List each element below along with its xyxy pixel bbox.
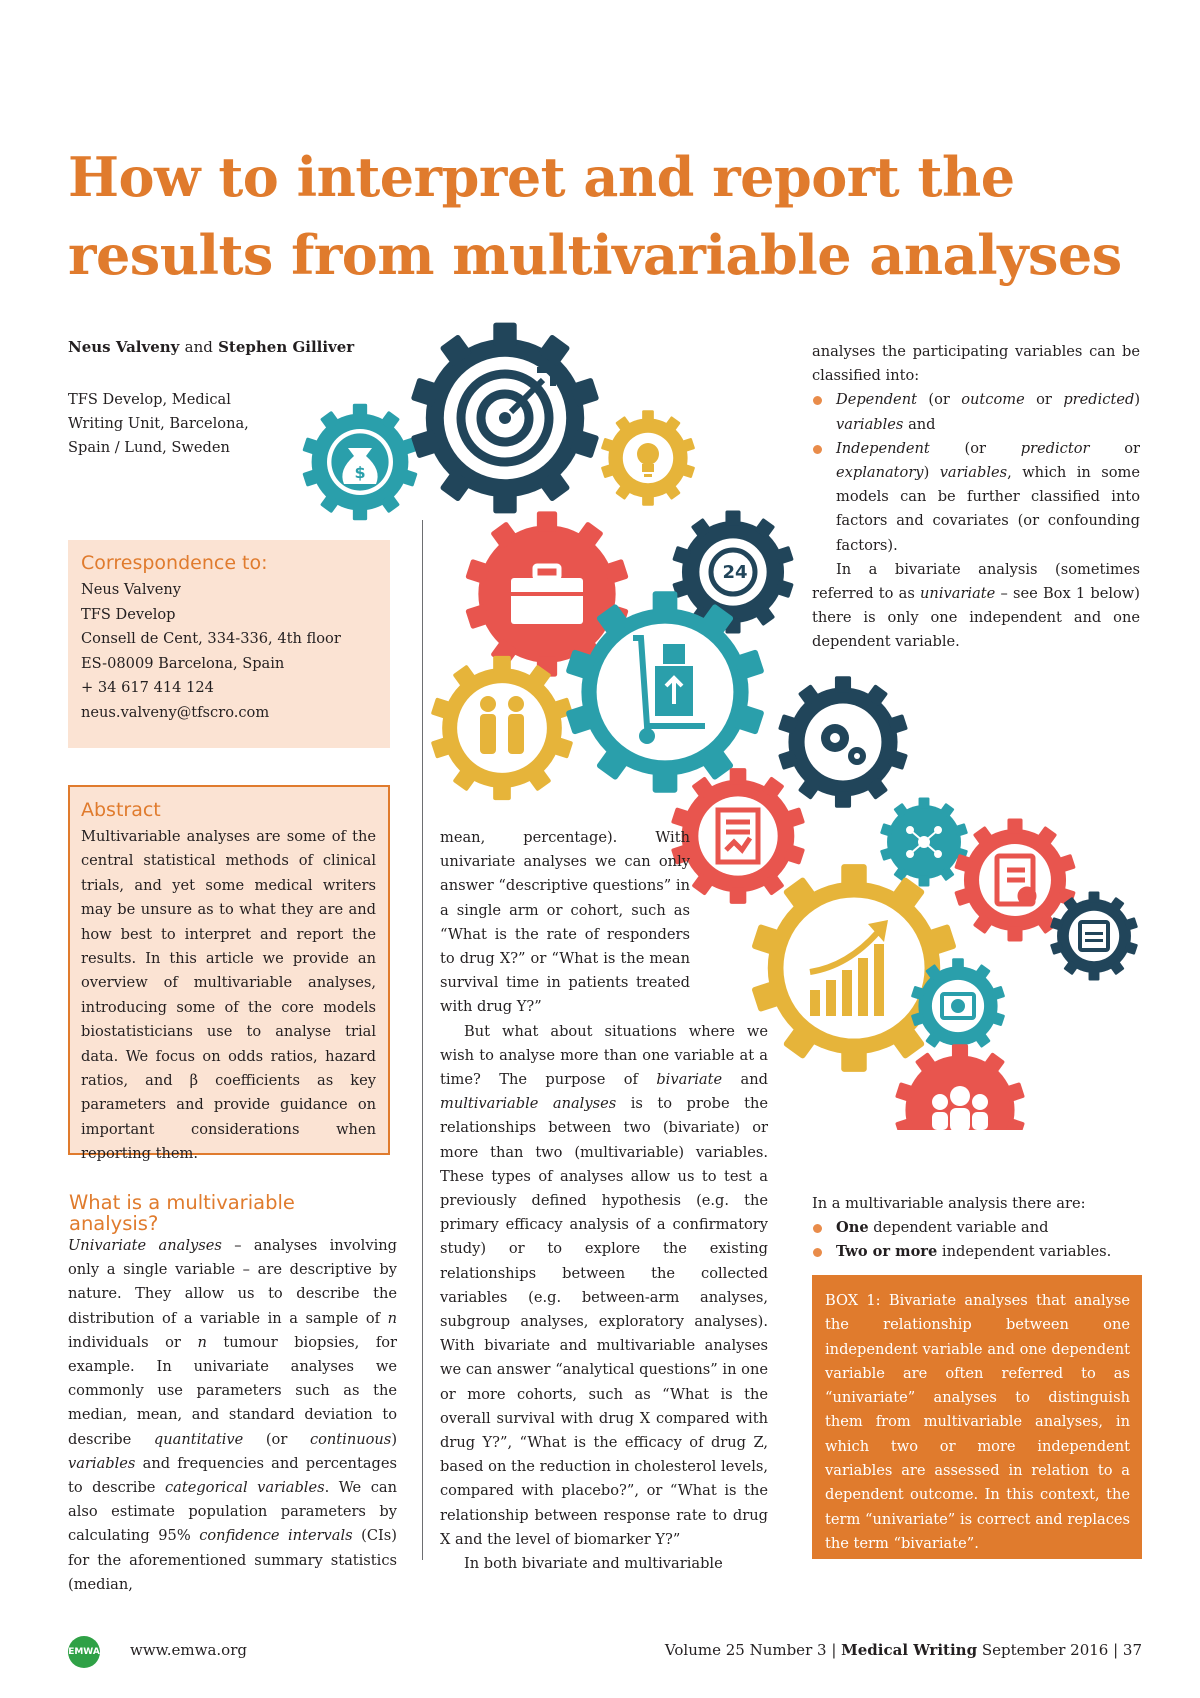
paragraph: But what about situations where we wish to analyse more than one variable at a time? The purpose of bivariate and multivariable analyses is to probe the relationships between two (bivariate) or more than two (multivariable) variables. These types of analyses allow us to test a previously defined hypothesis (e.g. the primary efficacy analysis of a confirmatory study) or to explore the existing relationships between the collected variables (e.g. between-arm analyses, subgroup analyses, exploratory analyses). With bivariate and multivariable analyses we can answer “analytical questions” in one or more cohorts, such as “What is the overall survival with drug X compared with drug Y?”, “What is the efficacy of drug Z, based on the reduction in cholesterol levels, compared with placebo?”, or “What is the relationship between response rate to drug X and the level of biomarker Y?” (440, 1022, 768, 1548)
affiliation (68, 388, 298, 460)
calendar-gear (1050, 891, 1138, 980)
paragraph: mean, percentage). With univariate analyses we can only answer “descriptive questions” in a single arm or cohort, such as “What is the rate of responders to drug X?” or “What is the mean survival time in patients treated with drug Y?” (440, 829, 690, 1016)
article-title (68, 138, 1148, 294)
affiliation-line: Spain / Lund, Sweden (68, 439, 230, 456)
correspondence-city: ES-08009 Barcelona, Spain (81, 654, 285, 672)
footer-date-page: September 2016 | 37 (981, 1641, 1142, 1659)
title-line-1: How to interpret and report the (68, 145, 1015, 209)
multivariable-intro: In a multivariable analysis there are: (812, 1195, 1086, 1212)
abstract-text: Multivariable analyses are some of the central statistical methods of clinical trials, and yet some medical writers may be unsure as to what they are and how best to interpret and report the results. In this article we provide an overview of multivariable analyses, introducing some of the core models biostatisticians use to analyse trial data. We focus on odds ratios, hazard ratios, and β coefficients as key parameters and provide guidance on important considerations when reporting them. (81, 828, 376, 1163)
author-1: Neus Valveny (68, 338, 180, 356)
title-line-2: results from multivariable analyses (68, 223, 1122, 287)
correspondence-phone: + 34 617 414 124 (81, 679, 214, 696)
column-3-top-text (812, 340, 1140, 655)
list-item: Independent (or predictor or explanatory) variables, which in some models can be further classified into factors and covariates (or confounding factors). (812, 437, 1140, 558)
footer-url[interactable]: www.emwa.org (130, 1641, 247, 1659)
footer-journal: Medical Writing (841, 1641, 978, 1659)
paragraph: Univariate analyses – analyses involving only a single variable – are descriptive by nature. They allow us to describe the distribution of a variable in a sample of n individuals or n tumour biopsies, for example. In univariate analyses we commonly use parameters such as the median, mean, and standard deviation to describe quantitative (or continuous) variables and frequencies and percentages to describe categorical variables. We can also estimate population parameters by calculating 95% confidence intervals (CIs) for the aforementioned summary statistics (median, (68, 1237, 398, 1593)
column-1-text (68, 1234, 397, 1597)
paragraph: In a bivariate analysis (sometimes referred to as univariate – see Box 1 below) there is only one independent and one dependent variable. (812, 560, 1140, 651)
box-1: BOX 1: Bivariate analyses that analyse the relationship between one independent variable and one dependent variable are often referred to as “univariate” analyses to distinguish them from multivariable analyses, in which two or more independent variables are assessed in relation to a dependent outcome. In this context, the term “univariate” is correct and replaces the term “bivariate”. (812, 1275, 1142, 1559)
correspondence-name: Neus Valveny (81, 581, 182, 598)
svg-text:24: 24 (722, 562, 748, 583)
author-conjunction: and (184, 338, 213, 356)
list-item: One dependent variable and (812, 1216, 1140, 1240)
people-gear (431, 656, 574, 800)
list-item: Two or more independent variables. (812, 1240, 1140, 1264)
correspondence-email[interactable]: neus.valveny@tfscro.com (81, 703, 270, 721)
paragraph: In both bivariate and multivariable (464, 1555, 723, 1573)
footer-volume: Volume 25 Number 3 | (664, 1641, 837, 1659)
multivariable-list (812, 1216, 1140, 1264)
column-2-text (440, 826, 768, 1576)
correspondence-street: Consell de Cent, 334-336, 4th floor (81, 630, 341, 647)
footer-issue-info (665, 1641, 1142, 1659)
column-3-bottom-text (812, 1192, 1140, 1264)
list-item: Dependent (or outcome or predicted) variables and (812, 388, 1140, 436)
correspondence-heading: Correspondence to: (81, 552, 268, 574)
variable-types-list (812, 388, 1140, 557)
abstract-heading: Abstract (81, 799, 161, 821)
paragraph: analyses the participating variables can be classified into: (812, 343, 1140, 385)
author-2: Stephen Gilliver (218, 338, 355, 356)
section-heading: What is a multivariable analysis? (69, 1191, 295, 1235)
affiliation-line: TFS Develop, Medical (68, 391, 231, 408)
correspondence-org: TFS Develop (81, 605, 176, 623)
svg-text:$: $ (354, 463, 366, 482)
emwa-logo: EMWA (68, 1636, 100, 1668)
affiliation-line: Writing Unit, Barcelona, (68, 415, 249, 432)
